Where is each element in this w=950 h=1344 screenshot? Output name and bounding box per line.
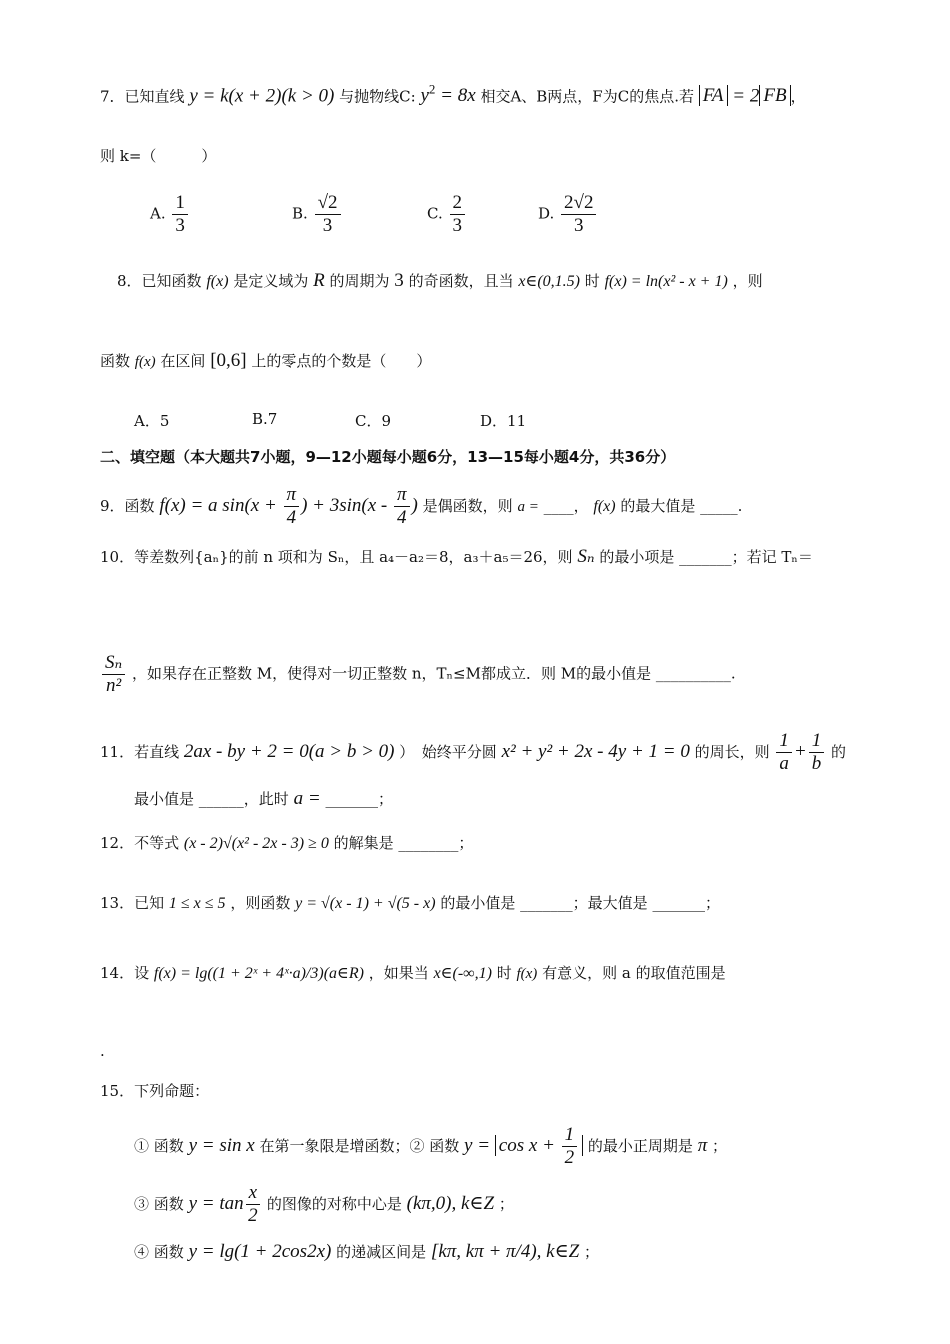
q12-line: 12．不等式 (x - 2)√(x² - 2x - 3) ≥ 0 的解集是 ________；	[100, 834, 474, 852]
q7-option-b[interactable]: B. $\frac{√2}{3}$	[292, 192, 343, 237]
q15-item4: ④ 函数 y = lg(1 + 2cos2x) 的递减区间是 [kπ, kπ + π/4), k∈Z ；	[134, 1241, 600, 1262]
q8-R: R	[313, 270, 325, 291]
q11-eq-line: 2ax - by + 2 = 0(a > b > 0)	[183, 740, 395, 762]
q9-eq: f(x) = a sin(x + $\frac{\pi}{4}$ ) + 3sin(x - $\frac{\pi}{4}$ )	[159, 484, 418, 528]
q13-eq: y = √(x - 1) + √(5 - x)	[295, 895, 436, 912]
q15-item3: ③ 函数 y = tan $\frac{x}{2}$ 的图像的对称中心是 (kπ,0), k∈Z ；	[134, 1182, 514, 1226]
q11-blank-a[interactable]: _______	[325, 790, 378, 808]
q10-line1: 10．等差数列{aₙ}的前 n 项和为 Sₙ，且 a₄－a₂＝8，a₃＋a₅＝26，则 Sₙ 的最小项是 _______；若记 Tₙ＝	[100, 546, 813, 567]
q14-eq: f(x) = lg((1 + 2ˣ + 4ˣ·a)/3)(a∈R)	[153, 965, 364, 982]
q9-blank-a[interactable]: ____	[543, 496, 574, 515]
q8-interval: x∈(0,1.5)	[518, 273, 580, 290]
q7-option-a[interactable]: A. $\frac{1}{3}$	[150, 192, 190, 237]
q13-blank-min[interactable]: _______	[520, 894, 573, 912]
q11-expr: $\frac{1}{a}$ + $\frac{1}{b}$	[774, 741, 826, 762]
q14-line2: .	[100, 1042, 105, 1060]
q15-item3-eq: y = tan $\frac{x}{2}$	[189, 1193, 262, 1214]
q8-option-b[interactable]: B.7	[252, 410, 278, 428]
q8-eq: f(x) = ln(x² - x + 1)	[604, 273, 728, 290]
q7-eq-cond: FA = 2 FB	[699, 85, 791, 106]
q8-option-d[interactable]: D．11	[480, 412, 527, 430]
q7-text-d: ，	[790, 87, 806, 106]
q9-blank-max[interactable]: _____	[700, 496, 738, 515]
q15-item1: ① 函数 y = sin x 在第一象限是增函数；② 函数 y = cos x + $\frac{1}{2}$ 的最小正周期是 π ；	[134, 1124, 728, 1168]
q11-line1: 11．若直线 2ax - by + 2 = 0(a > b > 0) ） 始终平分圆 x² + y² + 2x - 4y + 1 = 0 的周长，则 $\frac{1}{a}$ + $\frac{1}{b}$ 的	[100, 730, 847, 774]
q11-blank-min[interactable]: ______	[198, 790, 244, 808]
q8-option-c[interactable]: C．9	[355, 412, 392, 430]
q8-line1: 8．已知函数 f(x) 是定义域为 R 的周期为 3 的奇函数，且当 x∈(0,1.5) 时 f(x) = ln(x² - x + 1) ，则	[117, 270, 763, 291]
section-heading: 二、填空题（本大题共7小题，9—12小题每小题6分，13—15每小题4分，共36分）	[100, 448, 676, 466]
q15-title: 15．下列命题：	[100, 1082, 210, 1100]
q15-item1-eq2: y = cos x + $\frac{1}{2}$	[464, 1135, 583, 1156]
q8-option-a[interactable]: A．5	[134, 412, 170, 430]
q10-blank-M[interactable]: __________	[655, 664, 731, 683]
q13-blank-max[interactable]: _______	[652, 894, 705, 912]
q7-text-b: 与抛物线C:	[339, 87, 416, 106]
q7-text-c: 相交A、B两点，F为C的焦点.若	[480, 87, 694, 106]
q12-eq: (x - 2)√(x² - 2x - 3) ≥ 0	[183, 835, 329, 852]
q7-line2: 则 k=（ ）	[100, 147, 217, 165]
q7-eq-line: y = k(x + 2)(k > 0)	[189, 85, 335, 107]
q10-line2: $\frac{\text{Sₙ}}{\text{n²}}$ ，如果存在正整数 M，使得对一切正整数 n，Tₙ≤M都成立．则 M的最小值是 __________.	[100, 652, 736, 697]
q8-line2: 函数 f(x) 在区间 [0,6] 上的零点的个数是（ ）	[100, 350, 432, 371]
q7-option-c[interactable]: C. $\frac{2}{3}$	[427, 192, 467, 237]
q14-line1: 14．设 f(x) = lg((1 + 2ˣ + 4ˣ·a)/3)(a∈R) ，如果当 x∈(-∞,1) 时 f(x) 有意义，则 a 的取值范围是	[100, 964, 726, 982]
q7-eq-parab: $y^2 = 8x$	[420, 82, 476, 107]
q8-fx: f(x)	[206, 273, 229, 290]
q9-line: 9．函数 f(x) = a sin(x + $\frac{\pi}{4}$ ) + 3sin(x - $\frac{\pi}{4}$ ) 是偶函数，则 a = ____， f(x) 的最大值是 _____.	[100, 484, 743, 528]
q10-blank-min[interactable]: _______	[679, 548, 732, 566]
q7-option-d[interactable]: D. $\frac{2√2}{3}$	[538, 192, 598, 237]
q11-eq-circle: x² + y² + 2x - 4y + 1 = 0	[501, 740, 690, 762]
q10-sn: Sₙ	[577, 546, 595, 567]
q13-line: 13．已知 1 ≤ x ≤ 5 ，则函数 y = √(x - 1) + √(5 - x) 的最小值是 _______；最大值是 _______；	[100, 894, 720, 912]
q12-blank[interactable]: ________	[398, 834, 459, 852]
q7-text: 7．已知直线	[100, 87, 185, 106]
q11-line2: 最小值是 ______，此时 a = _______；	[134, 788, 393, 809]
q7-line1	[100, 82, 806, 107]
